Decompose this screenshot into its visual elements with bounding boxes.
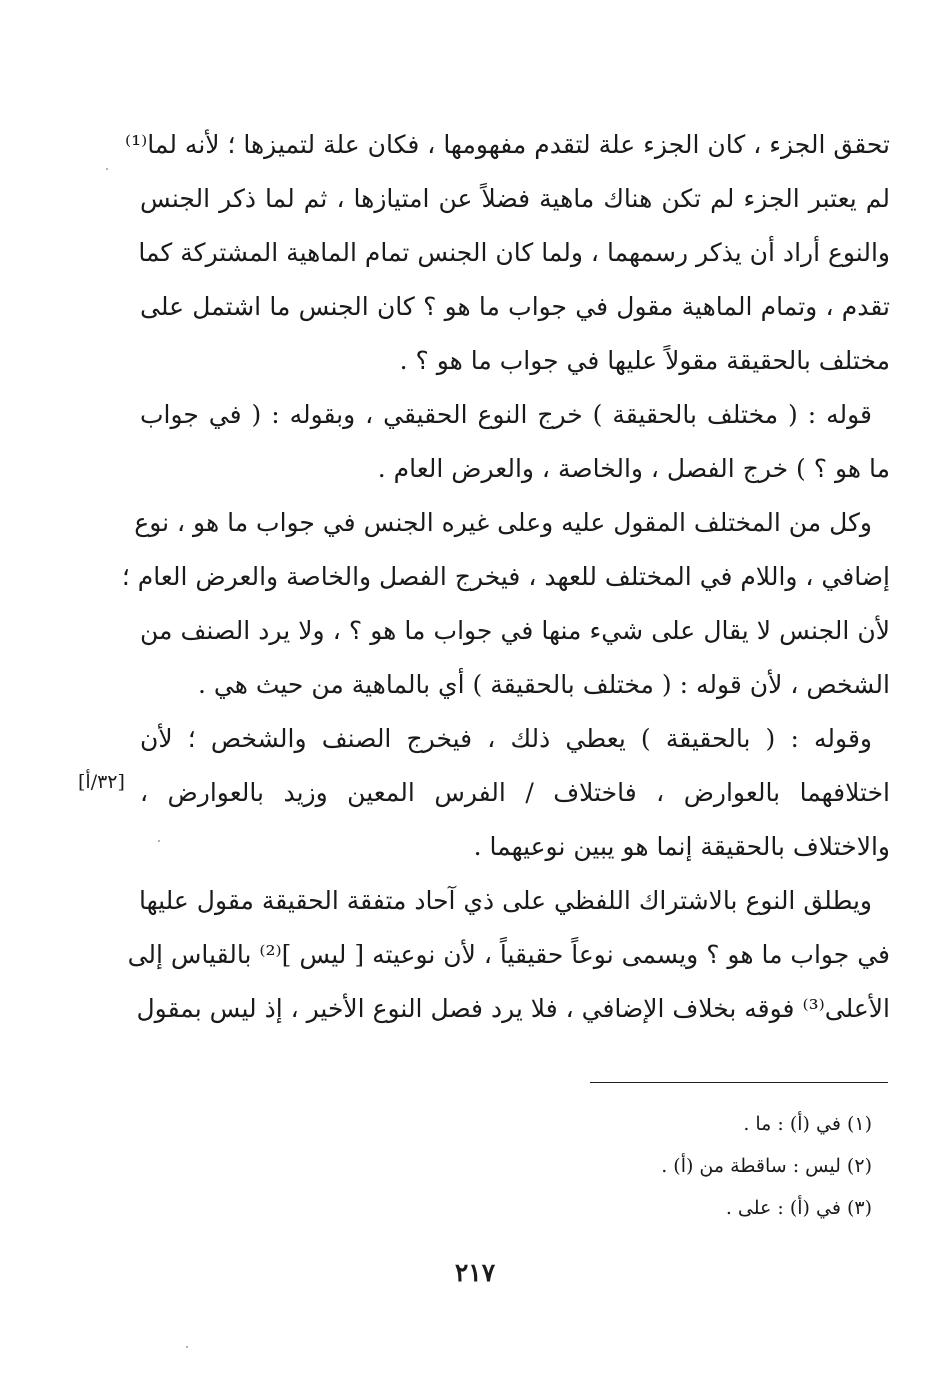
text-line: الشخص ، لأن قوله : ( مختلف بالحقيقة ) أي بالماهية من حيث هي . [197,670,890,699]
text-line: لم يعتبر الجزء لم تكن هناك ماهية فضلاً عن امتيازها ، ثم لما ذكر الجنس [140,184,890,213]
scan-speck [186,1346,188,1348]
footnote-separator [590,1082,888,1083]
manuscript-folio-reference: [٣٢/أ] [78,771,125,793]
text-line: في جواب ما هو ؟ ويسمى نوعاً حقيقياً ، لأن نوعيته [ ليس ]⁽²⁾ بالقياس إلى [127,940,890,969]
footnotes [472,1103,872,1229]
footnote: (٢) ليس : ساقطة من (أ) . [661,1155,872,1177]
text-line: لأن الجنس لا يقال على شيء منها في جواب ما هو ؟ ، ولا يرد الصنف من [140,616,890,645]
footnote: (٣) في (أ) : على . [725,1197,872,1219]
text-line: تحقق الجزء ، كان الجزء علة لتقدم مفهومها ، فكان علة لتميزها ؛ لأنه لما⁽¹⁾ [124,130,890,159]
text-line: إضافي ، واللام في المختلف للعهد ، فيخرج الفصل والخاصة والعرض العام ؛ [121,562,890,591]
scan-speck [158,840,160,842]
text-line: والنوع أراد أن يذكر رسمهما ، ولما كان الجنس تمام الماهية المشتركة كما [138,238,890,267]
text-line: وقوله : ( بالحقيقة ) يعطي ذلك ، فيخرج الصنف والشخص ؛ لأن [140,724,872,753]
text-line: ويطلق النوع بالاشتراك اللفظي على ذي آحاد متفقة الحقيقة مقول عليها [138,886,872,915]
text-line: والاختلاف بالحقيقة إنما هو يبين نوعيهما . [473,832,890,861]
text-line: الأعلى⁽³⁾ فوقه بخلاف الإضافي ، فلا يرد فصل النوع الأخير ، إذ ليس بمقول [136,994,890,1023]
text-line: وكل من المختلف المقول عليه وعلى غيره الجنس في جواب ما هو ، نوع [134,508,872,537]
text-line: قوله : ( مختلف بالحقيقة ) خرج النوع الحقيقي ، وبقوله : ( في جواب [140,400,872,429]
text-line: ما هو ؟ ) خرج الفصل ، والخاصة ، والعرض العام . [377,454,890,483]
text-line: اختلافهما بالعوارض ، فاختلاف / الفرس المعين وزيد بالعوارض ، [140,778,890,807]
text-line: تقدم ، وتمام الماهية مقول في جواب ما هو ؟ كان الجنس ما اشتمل على [140,292,890,321]
text-line: مختلف بالحقيقة مقولاً عليها في جواب ما هو ؟ . [399,346,890,375]
main-text [121,118,890,1036]
footnote: (١) في (أ) : ما . [743,1113,872,1135]
page-number: ٢١٧ [454,1258,496,1287]
scan-speck [106,168,108,170]
